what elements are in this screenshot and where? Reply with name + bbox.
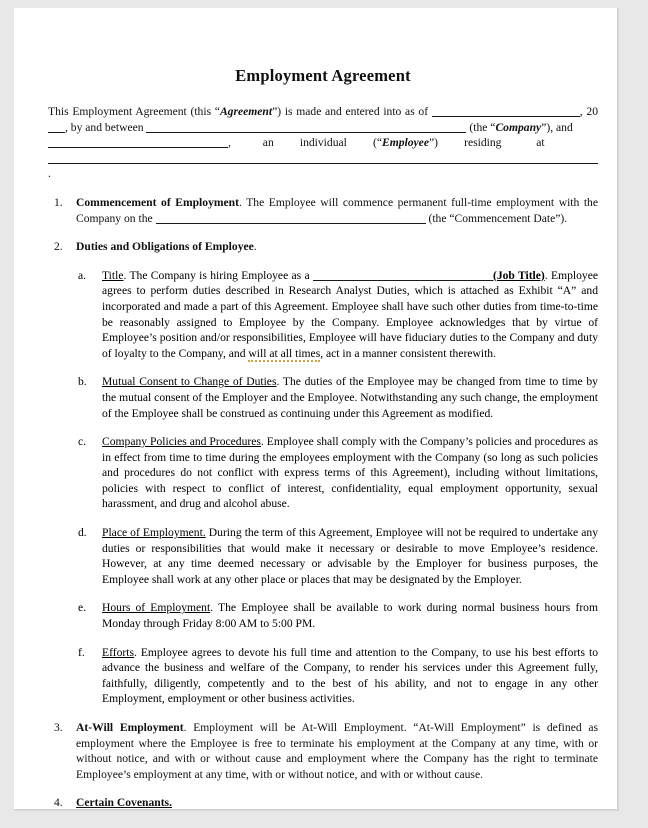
intro-seg-12: residing — [464, 136, 502, 150]
intro-seg-7: , — [228, 136, 231, 150]
intro-seg-9: individual — [299, 136, 347, 150]
subsection-2f — [76, 645, 598, 707]
blank-employee-name-line[interactable] — [48, 137, 228, 148]
subsection-2a-heading: Title — [102, 268, 124, 282]
section-3-number: 3. — [54, 721, 63, 734]
section-4 — [48, 795, 598, 811]
subsection-2a-body-tail: , act in a manner consistent therewith. — [320, 346, 496, 360]
subsection-2c — [76, 434, 598, 512]
blank-job-title-line[interactable] — [313, 270, 493, 281]
section-3-body: . Employment will be At-Will Employment. “At-Will Employment” is defined as employment where the Employee is free to terminate his employment at the Company at any time, with or without notice, and with or without cause and employment where the Company has the right to terminate Employee’s employment at any time, with or without notice, and with or without cause. — [76, 721, 598, 781]
section-2-text-before: . — [253, 240, 257, 254]
intro-address-line-wrap — [48, 151, 598, 182]
clause-list-continued — [48, 720, 598, 811]
clause-list — [48, 195, 598, 255]
subsection-2a-body: . Employee agrees to perform duties described in Research Analyst Duties, which is attached as Exhibit “A” and incorporated and made a part of this Agreement. Employee shall have such other duties from time-to-time be reasonably assigned to Employee by the Company. Employee acknowledges that by virtue of Employee’s position and/or responsibilities, Employee will have fiduciary duties to the Company and duty of loyalty to the Company, and — [102, 268, 598, 360]
subsection-2b-heading: Mutual Consent to Change of Duties — [102, 375, 277, 389]
subsection-2a-lead: . The Company is hiring Employee as a — [123, 268, 310, 282]
intro-year-prefix: 20 — [586, 105, 598, 118]
blank-address-line[interactable] — [48, 153, 598, 164]
intro-seg-14: . — [48, 167, 51, 181]
subsection-2f-heading: Efforts — [102, 645, 134, 659]
document-page — [14, 8, 618, 810]
blank-commencement-date-line[interactable] — [156, 213, 426, 224]
company-term: Company — [495, 120, 542, 134]
section-3-heading: At-Will Employment — [76, 721, 184, 734]
subsection-2d-heading: Place of Employment. — [102, 526, 206, 540]
intro-paragraph — [48, 104, 598, 182]
subsection-2e-heading: Hours of Employment — [102, 601, 211, 615]
subsection-2d-letter: d. — [78, 526, 87, 540]
intro-seg-5: (the “ — [469, 120, 496, 134]
section-4-heading: Certain Covenants. — [76, 796, 172, 810]
section-2 — [48, 239, 598, 255]
subsection-2f-letter: f. — [78, 645, 85, 659]
agreement-term: Agreement — [219, 105, 273, 118]
intro-seg-6: ”), and — [541, 120, 573, 134]
subsection-2d — [76, 525, 598, 587]
blank-year-line[interactable] — [48, 122, 65, 133]
subsection-2e-letter: e. — [78, 601, 87, 615]
subsection-2c-heading: Company Policies and Procedures — [102, 435, 261, 449]
intro-seg-11: ”) — [428, 136, 438, 150]
grammar-flagged-text: will at all times — [248, 346, 321, 360]
document-body — [48, 66, 598, 811]
blank-date-line[interactable] — [432, 106, 580, 117]
subsection-2b-letter: b. — [78, 375, 87, 389]
section-1-heading: Commencement of Employment — [76, 195, 239, 209]
section-1-number: 1. — [54, 195, 63, 209]
intro-seg-1: This Employment Agreement (this “ — [48, 105, 220, 118]
intro-seg-10: (“ — [372, 136, 382, 150]
section-2-number: 2. — [54, 240, 63, 254]
subsection-2b — [76, 374, 598, 421]
section-4-number: 4. — [54, 796, 63, 810]
employee-term: Employee — [381, 136, 429, 150]
subsection-2e — [76, 600, 598, 631]
subsection-2a-letter: a. — [78, 268, 87, 282]
subsection-2b-body: . The duties of the Employee may be changed from time to time by the mutual consent of the Employer and the Employee. Notwithstanding any such change, the employment of the Employee shall be construed as continuing under this Agreement as modified. — [102, 375, 598, 420]
section-3 — [48, 720, 598, 782]
blank-company-name-line[interactable] — [146, 122, 466, 133]
page-title: Employment Agreement — [235, 66, 411, 85]
subsection-2c-body: . Employee shall comply with the Company’s policies and procedures as in effect from time to time during the employees employment with the Company (so long as such policies and procedures do not conflict with express terms of this Agreement), including without limitations, policies with respect to conflict of interest, confidentiality, equal employment opportunity, sexual harassment, and drug and alcohol abuse. — [102, 435, 598, 511]
intro-seg-13: at — [536, 136, 545, 150]
subsection-2d-body: During the term of this Agreement, Employee will not be required to undertake any duties or responsibilities that would make it necessary or desirable to move Employee’s residence. However, at any time deemed necessary or advisable by the Employer for business purposes, the Employee shall work at any other place or places that may be designated by the Employer. — [102, 526, 598, 586]
section-1-text-after: (the “Commencement Date”). — [428, 211, 568, 225]
job-title-label: (Job Title) — [492, 268, 545, 282]
subsection-2f-body: . Employee agrees to devote his full time and attention to the Company, to use his best efforts to advance the business and welfare of the Company, to render his services under this Agreement fully, faithfully, diligently, competently and to the best of his ability, and not to engage in any other Employment, employment or other business activities. — [102, 645, 598, 706]
intro-seg-4: , by and between — [65, 120, 144, 134]
section-2-heading: Duties and Obligations of Employee — [76, 240, 254, 254]
section-1 — [48, 195, 598, 226]
subsection-2a — [76, 268, 598, 362]
subclause-list — [48, 268, 598, 707]
subsection-2e-body: . The Employee shall be available to work during normal business hours from Monday through Friday 8:00 AM to 5:00 PM. — [102, 601, 598, 631]
intro-seg-3: , — [579, 105, 583, 118]
section-1-text-before: . The Employee will commence permanent full-time employment with the Company on the — [76, 195, 599, 225]
subsection-2c-letter: c. — [78, 435, 87, 449]
intro-seg-2: ”) is made and entered into as of — [272, 105, 429, 118]
intro-seg-8: an — [262, 136, 274, 150]
